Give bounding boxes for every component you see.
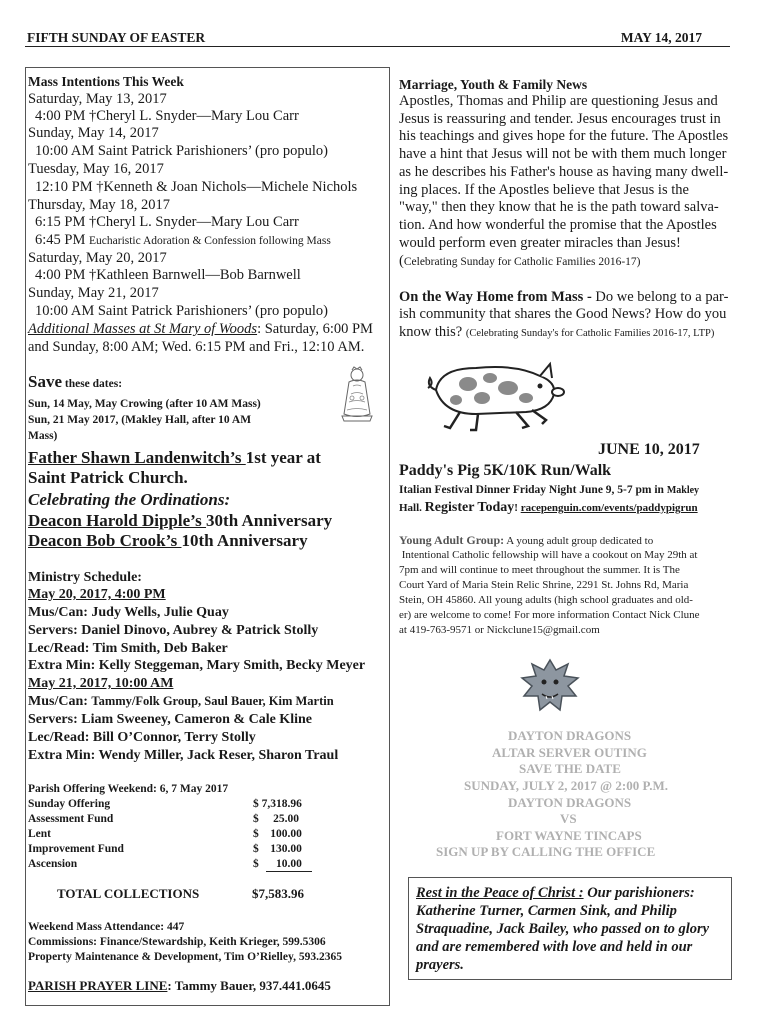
mass-line: Saturday, May 13, 2017 (28, 91, 167, 107)
prayer-line (28, 977, 331, 994)
pig-date: JUNE 10, 2017 (598, 441, 700, 458)
mass-line: Saturday, May 20, 2017 (28, 250, 167, 266)
sum-rule (266, 871, 312, 872)
pig-dinner (399, 482, 699, 500)
pig-title: Paddy's Pig 5K/10K Run/Walk (399, 462, 612, 479)
header-left: FIFTH SUNDAY OF EASTER (27, 30, 206, 45)
pig-dinner-text: Italian Festival Dinner Friday Night June 9, 5-7 pm in (399, 484, 667, 496)
citation-paren: ( (399, 253, 404, 269)
save-dates-heading (28, 373, 122, 393)
rip-line: prayers. (416, 957, 464, 973)
marriage-title: Marriage, Youth & Family News (399, 77, 588, 92)
mus2-value: Tammy/Folk Group, Saul Bauer, Kim Martin (91, 694, 334, 708)
mass-line: 10:00 AM Saint Patrick Parishioners’ (pro populo) (35, 303, 328, 319)
additional-masses-line (28, 321, 373, 338)
adoration-time: 6:45 PM (35, 232, 89, 248)
ministry-line: Extra Min: Kelly Steggeman, Mary Smith, Becky Meyer (28, 658, 366, 673)
ministry-line: Lec/Read: Bill O’Connor, Terry Stolly (28, 730, 256, 745)
marriage-citation (399, 253, 641, 272)
marriage-line: have a hint that Jesus will not be with them much longer (399, 146, 727, 162)
dragon-icon (516, 656, 584, 718)
mass-line: 12:10 PM †Kenneth & Joan Nichols—Michele Nichols (35, 179, 358, 195)
pig-register: Register Today (424, 500, 515, 515)
dipple-rest: 30th Anniversary (206, 511, 333, 530)
way-home-text: Do we belong to a par- (595, 289, 729, 305)
rip-line-1 (416, 884, 695, 903)
marriage-line: his teachings and gives hope for the future. The Apostles (399, 128, 729, 144)
ministry-line (28, 693, 334, 710)
mary-statue-icon (337, 366, 377, 422)
ministry-line: Mus/Can: Judy Wells, Julie Quay (28, 605, 229, 620)
father-name: Father Shawn Landenwitch’s (28, 448, 246, 467)
additional-masses-line-2: and Sunday, 8:00 AM; Wed. 6:15 PM and Fri., 12:10 AM. (28, 339, 365, 355)
dragons-line: SUNDAY, JULY 2, 2017 @ 2:00 P.M. (464, 778, 668, 793)
offering-label: Improvement Fund (28, 843, 124, 855)
dragons-line: SIGN UP BY CALLING THE OFFICE (436, 844, 656, 859)
youth-line: 7pm and will continue to meet throughout the summer. It is The (399, 564, 680, 576)
save-word: Save (28, 372, 62, 391)
offering-label: Assessment Fund (28, 813, 114, 825)
mass-line: Tuesday, May 16, 2017 (28, 161, 164, 177)
way-home-question: know this? (399, 324, 466, 340)
marriage-line: ing places. If the Apostles believe that Jesus is the (399, 182, 689, 198)
youth-title-rest: A young adult group dedicated to (504, 535, 654, 547)
commissions: Commissions: Finance/Stewardship, Keith Krieger, 599.5306 (28, 936, 326, 948)
mus2-label: Mus/Can: (28, 694, 92, 709)
offering-label: Sunday Offering (28, 798, 111, 810)
dragons-line: FORT WAYNE TINCAPS (496, 828, 642, 843)
pig-hall: Hall. (399, 502, 425, 514)
marriage-line: would perform even greater miracles than Jesus! (399, 235, 681, 251)
way-home-line-3 (399, 324, 714, 343)
ministry-line: Extra Min: Wendy Miller, Jack Reser, Sharon Traul (28, 748, 339, 763)
youth-line: Stein, OH 45860. All young adults (high school graduates and old- (399, 594, 693, 606)
way-home-line-2: ish community that shares the Good News? How do you (399, 306, 727, 322)
total-label: TOTAL COLLECTIONS (57, 886, 200, 901)
mass-line: Sunday, May 14, 2017 (28, 125, 159, 141)
ministry-title: Ministry Schedule: (28, 570, 142, 585)
youth-line: Intentional Catholic fellowship will have a cookout on May 29th at (399, 549, 698, 561)
youth-line: Court Yard of Maria Stein Relic Shrine, 2291 St. Johns Rd, Maria (399, 579, 689, 591)
mass-line: 10:00 AM Saint Patrick Parishioners’ (pro populo) (35, 143, 328, 159)
marriage-line: Jesus is reassuring and tender. Jesus encourages trust in (399, 111, 721, 127)
marriage-line: tion. And how wonderful the promise that the Apostles (399, 217, 717, 233)
father-rest: 1st year at (245, 448, 321, 467)
offering-title: Parish Offering Weekend: 6, 7 May 2017 (28, 783, 229, 795)
offering-value: $ 25.00 (253, 813, 299, 825)
dragons-line: VS (560, 811, 577, 826)
pig-url[interactable]: racepenguin.com/events/paddypigrun (520, 502, 698, 514)
dragons-line: SAVE THE DATE (519, 761, 621, 776)
dragons-line: DAYTON DRAGONS (508, 795, 632, 810)
way-home-line-1 (399, 289, 728, 307)
header-rule (25, 46, 730, 47)
way-home-title: On the Way Home from Mass - (399, 289, 596, 305)
rip-label: Rest in the Peace of Christ : (416, 885, 584, 901)
mass-line: 4:00 PM †Kathleen Barnwell—Bob Barnwell (35, 267, 301, 283)
ministry-date-2: May 21, 2017, 10:00 AM (28, 676, 174, 691)
mass-line-adoration (35, 232, 331, 250)
rip-line: and are remembered with love and held in our (416, 939, 693, 955)
prayer-rest: : Tammy Bauer, 937.441.0645 (167, 978, 331, 993)
offering-value: $ 130.00 (253, 843, 302, 855)
dipple-anniversary (28, 510, 332, 531)
offering-label: Ascension (28, 858, 78, 870)
dipple-name: Deacon Harold Dipple’s (28, 511, 207, 530)
ministry-line: Lec/Read: Tim Smith, Deb Baker (28, 641, 228, 656)
ministry-line: Servers: Liam Sweeney, Cameron & Cale Kline (28, 712, 312, 727)
marriage-line: "way," then they know that he is the path toward salva- (399, 199, 719, 215)
offering-value: $ 10.00 (253, 858, 302, 870)
pig-makley: Makley (666, 485, 700, 496)
prayer-label: PARISH PRAYER LINE (28, 978, 168, 993)
save-date-line: Mass) (28, 430, 58, 442)
pig-register-line (399, 499, 698, 518)
ordinations-heading: Celebrating the Ordinations: (28, 490, 231, 509)
attendance: Weekend Mass Attendance: 447 (28, 921, 185, 933)
youth-line: at 419-763-9571 or Nickclune15@gmail.com (399, 624, 600, 636)
youth-heading (399, 533, 653, 548)
way-home-citation: (Celebrating Sunday's for Catholic Families 2016-17, LTP) (465, 328, 715, 339)
mass-line: 4:00 PM †Cheryl L. Snyder—Mary Lou Carr (35, 108, 299, 124)
ministry-line: Servers: Daniel Dinovo, Aubrey & Patrick Stolly (28, 623, 319, 638)
crook-name: Deacon Bob Crook’s (28, 531, 182, 550)
offering-label: Lent (28, 828, 51, 840)
father-anniversary (28, 447, 321, 468)
rip-line-1-rest: Our parishioners: (583, 885, 695, 901)
save-rest: these dates: (62, 378, 123, 390)
running-pig-icon (416, 354, 568, 434)
additional-masses-text: : Saturday, 6:00 PM (257, 321, 373, 337)
dragons-line: ALTAR SERVER OUTING (492, 745, 647, 760)
marriage-line: as he describes his Father's house as having many dwell- (399, 164, 729, 180)
header-date: MAY 14, 2017 (620, 30, 702, 45)
youth-title: Young Adult Group: (399, 533, 505, 547)
total-value: $7,583.96 (252, 886, 304, 901)
mass-title: Mass Intentions This Week (28, 74, 184, 89)
dragons-line: DAYTON DRAGONS (508, 728, 632, 743)
property: Property Maintenance & Development, Tim O’Rielley, 593.2365 (28, 951, 342, 963)
citation-text: Celebrating Sunday for Catholic Families 2016-17) (403, 256, 641, 268)
mass-line: Sunday, May 21, 2017 (28, 285, 159, 301)
mass-line: 6:15 PM †Cheryl L. Snyder—Mary Lou Carr (35, 214, 299, 230)
rip-line: Straquadine, Jack Bailey, who passed on to glory (416, 921, 710, 937)
pig-bang: ! (514, 502, 521, 514)
save-date-line: Sun, 14 May, May Crowing (after 10 AM Mass) (28, 398, 261, 410)
marriage-line: Apostles, Thomas and Philip are questioning Jesus and (399, 93, 718, 109)
save-date-line: Sun, 21 May 2017, (Makley Hall, after 10 AM (28, 414, 252, 426)
crook-anniversary (28, 530, 308, 551)
mass-line: Thursday, May 18, 2017 (28, 197, 171, 213)
church-line: Saint Patrick Church. (28, 468, 188, 487)
offering-value: $ 100.00 (253, 828, 302, 840)
crook-rest: 10th Anniversary (181, 531, 308, 550)
youth-line: er) are welcome to come! For more information Contact Nick Clune (399, 609, 700, 621)
offering-value: $ 7,318.96 (253, 798, 302, 810)
additional-masses-link: Additional Masses at St Mary of Woods (28, 321, 258, 337)
ministry-date-1: May 20, 2017, 4:00 PM (28, 587, 166, 602)
adoration-text: Eucharistic Adoration & Confession following Mass (89, 235, 331, 247)
rip-line: Katherine Turner, Carmen Sink, and Philip (416, 903, 677, 919)
